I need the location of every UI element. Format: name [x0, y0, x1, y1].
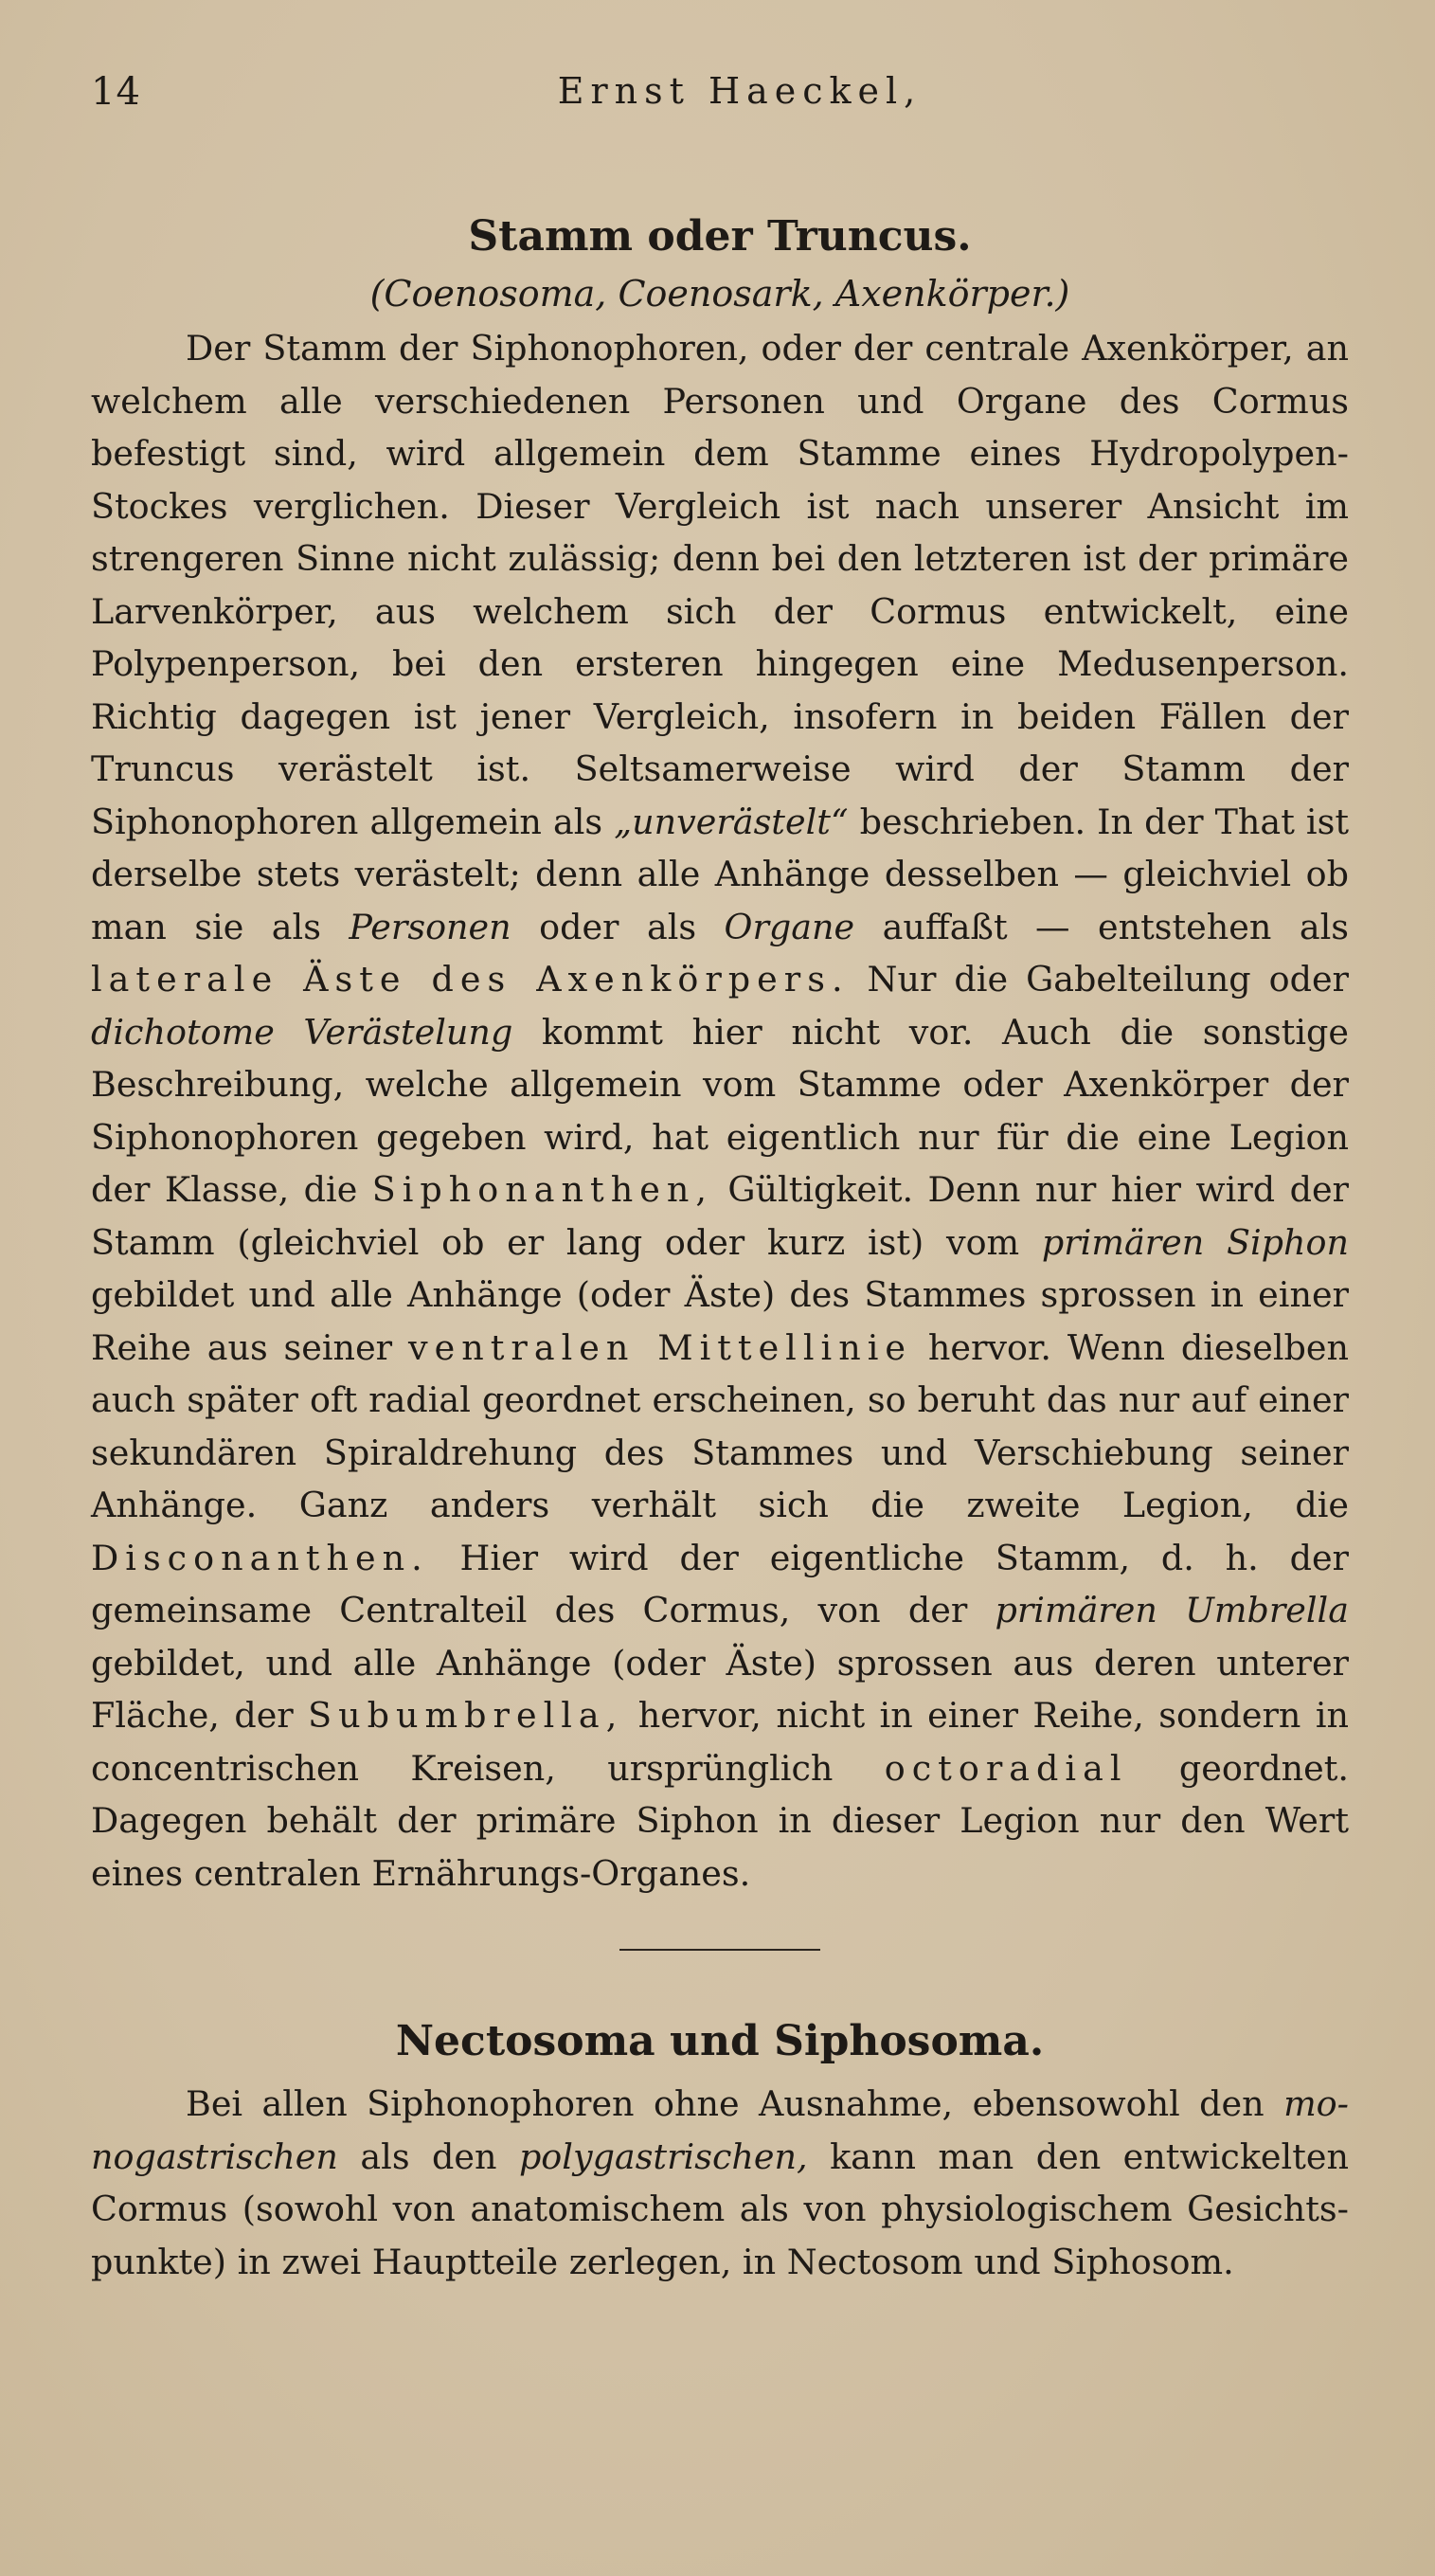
paragraph [91, 322, 1349, 1900]
emphasis: primären Umbrella [995, 1590, 1349, 1630]
text-run: beschrieben. In der That ist derselbe stets verästelt; denn alle Anhänge desselben — gleichviel ob man sie als [91, 801, 1349, 947]
text-run: Hier wird der eigentliche Stamm, d. h. der gemeinsame Centralteil des Cormus, von der [91, 1537, 1349, 1630]
section-nectosoma [91, 2013, 1349, 2288]
emphasis: primären Siphon [1041, 1221, 1349, 1263]
emphasis: Organe [724, 906, 855, 947]
emphasis: Personen [349, 906, 511, 947]
text-run: Der Stamm der Siphonophoren, oder der centrale Axenkörper, an welchem alle verschiedenen Personen und Organe des Cormus befestigt sind, wird allgemein dem Stamme eines Hydropolypen-Stockes verglichen. Dieser Vergleich ist nach unserer Ansicht im strengeren Sinne nicht zulässig; denn bei den letzteren ist der primäre Larvenkörper, aus welchem sich der Cormus entwickelt, eine Polypenperson, bei den ersteren hingegen eine Medusenperson. Richtig dagegen ist jener Vergleich, insofern in beiden Fällen der Truncus verästelt ist. Seltsamerweise wird der Stamm der Siphonophoren allgemein als [91, 328, 1349, 842]
emphasis: „unverästelt“ [614, 801, 849, 842]
text-run: hervor. Wenn dieselben auch später oft radial geordnet erscheinen, so beruht das nur auf einer sekundären Spiraldrehung des Stammes und Verschiebung seiner Anhänge. Ganz anders verhält sich die zweite Legion, die [91, 1326, 1350, 1525]
section-divider [619, 1949, 820, 1951]
section-title: Nectosoma und Siphosoma. [395, 2017, 1045, 2065]
text-run: hervor, nicht in einer Reihe, sondern in concentrischen Kreisen, ursprünglich [91, 1695, 1349, 1789]
text-run: als den [337, 2135, 519, 2177]
text-run: geordnet. Dagegen behält der primäre Siphon in dieser Legion nur den Wert eines centralen Ernährungs-Organes. [91, 1747, 1350, 1894]
text-run: Gültigkeit. Denn nur hier wird der Stamm (gleichviel ob er lang oder kurz ist) vom [91, 1169, 1349, 1263]
text-run: gebildet, und alle Anhänge (oder Äste) sprossen aus deren unterer Fläche, der [91, 1642, 1349, 1736]
paragraph [91, 2078, 1349, 2288]
spaced-emphasis: laterale Äste des Axenkörpers. [91, 959, 850, 1000]
emphasis: polygastrischen, [518, 2135, 808, 2177]
text-run: gebildet und alle Anhänge (oder Äste) des Stammes sprossen in einer Reihe aus seiner [91, 1274, 1349, 1368]
spaced-emphasis: Subumbrella, [308, 1695, 624, 1736]
page-body [91, 208, 1349, 2288]
page-header [91, 70, 1351, 127]
text-run: oder als [511, 906, 725, 947]
text-run: kommt hier nicht vor. Auch die sonstige Beschreibung, welche allgemein vom Stamme oder Axenkörper der Siphonophoren gegeben wird, hat eigentlich nur für die eine Legion der Klasse, die [91, 1011, 1349, 1210]
text-run: auffaßt — entstehen als [854, 906, 1349, 947]
text-run: Nur die Gabelteilung oder [849, 959, 1349, 1000]
page-number: 14 [91, 70, 141, 114]
emphasis: monogastrischen [91, 2083, 1349, 2177]
spaced-emphasis: Siphonanthen, [371, 1169, 713, 1210]
section-subtitle: (Coenosoma, Coenosark, Axenkörper.) [369, 273, 1070, 315]
running-head: Ernst Haeckel, [557, 70, 923, 112]
section-title: Stamm oder Truncus. [468, 212, 972, 261]
text-run: Bei allen Siphonophoren ohne Ausnahme, ebensowohl den [186, 2083, 1284, 2124]
emphasis: dichotome Verästelung [91, 1011, 513, 1053]
section-stamm [91, 208, 1349, 1900]
text-run: kann man den entwickelten Cormus (sowohl von anatomischem als von physiologischem Gesichtspunkte) in zwei Hauptteile zerlegen, in Nectosom und Siphosom. [91, 2135, 1349, 2282]
spaced-emphasis: ventralen Mittellinie [407, 1326, 912, 1368]
spaced-emphasis: Disconanthen. [91, 1537, 429, 1578]
spaced-emphasis: octoradial [884, 1747, 1128, 1789]
